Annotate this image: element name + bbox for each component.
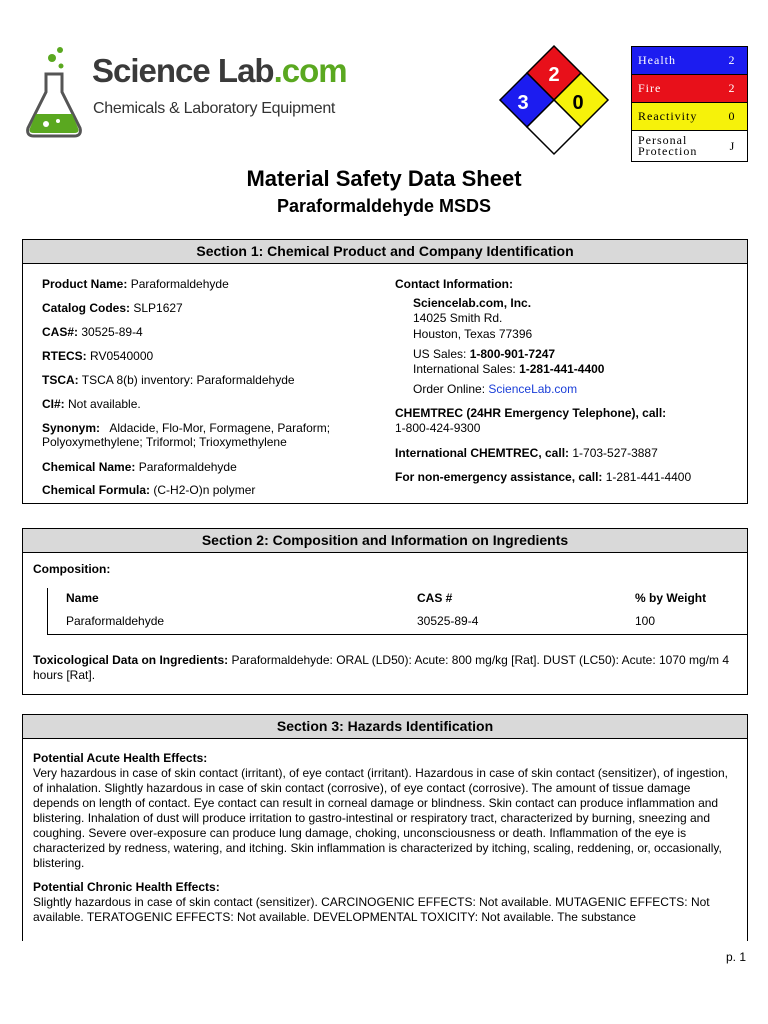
chemtrec-phone: 1-800-424-9300 <box>395 421 481 435</box>
section-2 <box>22 528 748 695</box>
address-line-1: 14025 Smith Rd. <box>413 311 503 325</box>
page-title: Material Safety Data Sheet <box>246 166 522 191</box>
nfpa-row-personal-protection: Personal Protection J <box>632 131 747 161</box>
synonym-field: Synonym: Aldacide, Flo-Mor, Formagene, Paraform; <box>42 421 331 435</box>
nfpa-fire-value: 2 <box>548 64 560 86</box>
column-header-weight: % by Weight <box>635 591 707 605</box>
nfpa-row-health: Health 2 <box>632 47 747 75</box>
table-row-name: Paraformaldehyde <box>66 614 165 628</box>
company-name: Sciencelab.com, Inc. <box>413 296 532 310</box>
chronic-effects-text: Slightly hazardous in case of skin contact (sensitizer). CARCINOGENIC EFFECTS: Not available. MUTAGENIC EFFECTS: Not available. TERATOGENIC EFFECTS: Not available. DEVELOPMENTAL TOXICITY: Not available. The substance <box>33 895 710 924</box>
composition-table <box>47 588 748 635</box>
section-3 <box>22 714 748 941</box>
page-number: p. 1 <box>725 950 746 964</box>
contact-info-label: Contact Information: <box>395 277 513 291</box>
nfpa-health-value: 3 <box>517 92 529 114</box>
table-row-weight: 100 <box>635 614 656 628</box>
nfpa-row-reactivity: Reactivity 0 <box>632 103 747 131</box>
non-emergency-assistance: For non-emergency assistance, call: 1-281-441-4400 <box>395 470 692 484</box>
logo-brand: Science Lab.com <box>92 52 347 89</box>
nfpa-rating-table <box>631 46 748 162</box>
table-row-cas: 30525-89-4 <box>417 614 479 628</box>
order-online-link[interactable]: ScienceLab.com <box>488 382 578 396</box>
column-header-name: Name <box>66 591 99 605</box>
rtecs-field: RTECS: RV0540000 <box>42 349 154 363</box>
composition-label: Composition: <box>33 562 111 576</box>
section-1-heading: Section 1: Chemical Product and Company Identification <box>23 240 747 264</box>
chemical-formula-field: Chemical Formula: (C-H2-O)n polymer <box>42 483 256 497</box>
us-sales: US Sales: 1-800-901-7247 <box>413 347 556 361</box>
ci-field: CI#: Not available. <box>42 397 141 411</box>
nfpa-reactivity-value: 0 <box>572 92 584 114</box>
cas-field: CAS#: 30525-89-4 <box>42 325 143 339</box>
international-chemtrec: International CHEMTREC, call: 1-703-527-3887 <box>395 446 658 460</box>
flask-icon <box>22 44 88 140</box>
tsca-field: TSCA: TSCA 8(b) inventory: Paraformaldehyde <box>42 373 295 387</box>
logo-tagline: Chemicals & Laboratory Equipment <box>93 100 336 117</box>
catalog-codes-field: Catalog Codes: SLP1627 <box>42 301 183 315</box>
sciencelab-logo <box>22 40 347 140</box>
chemtrec-label: CHEMTREC (24HR Emergency Telephone), call: <box>395 406 667 420</box>
acute-effects-label: Potential Acute Health Effects: <box>33 751 208 765</box>
product-name-field: Product Name: Paraformaldehyde <box>42 277 229 291</box>
international-sales: International Sales: 1-281-441-4400 <box>413 362 605 376</box>
nfpa-row-fire: Fire 2 <box>632 75 747 103</box>
column-header-cas: CAS # <box>417 591 453 605</box>
synonym-field-line2: Polyoxymethylene; Triformol; Trioxymethylene <box>42 435 287 449</box>
page-subtitle: Paraformaldehyde MSDS <box>276 196 492 216</box>
section-2-heading: Section 2: Composition and Information on Ingredients <box>23 529 747 553</box>
order-online: Order Online: ScienceLab.com <box>413 382 578 396</box>
chemical-name-field: Chemical Name: Paraformaldehyde <box>42 460 237 474</box>
section-3-heading: Section 3: Hazards Identification <box>23 715 747 739</box>
toxicological-data: Toxicological Data on Ingredients: Paraformaldehyde: ORAL (LD50): Acute: 800 mg/kg [Rat]. DUST (LC50): Acute: 1070 mg/m 4 hours [Rat]. <box>33 653 730 682</box>
acute-effects-text: Very hazardous in case of skin contact (irritant), of eye contact (irritant). Hazardous in case of skin contact (sensitizer), of ingestion, of inhalation. Slightly hazardous in case of skin contact (corrosive), of eye contact (corrosive). The amount of tissue damage depends on length of contact. Eye contact can result in corneal damage or blindness. Skin contact can produce inflammation and blistering. Inhalation of dust will produce irritation to gastro-intestinal or respiratory tract, characterized by burning, sneezing and coughing. Severe over-exposure can produce lung damage, choking, unconsciousness or death. Inflammation of the eye is characterized by redness, watering, and itching. Skin inflammation is characterized by itching, scaling, reddening, or, occasionally, blistering. <box>33 766 728 870</box>
nfpa-diamond <box>498 44 610 160</box>
address-line-2: Houston, Texas 77396 <box>413 327 533 341</box>
chronic-effects-label: Potential Chronic Health Effects: <box>33 880 220 894</box>
section-1 <box>22 239 748 504</box>
